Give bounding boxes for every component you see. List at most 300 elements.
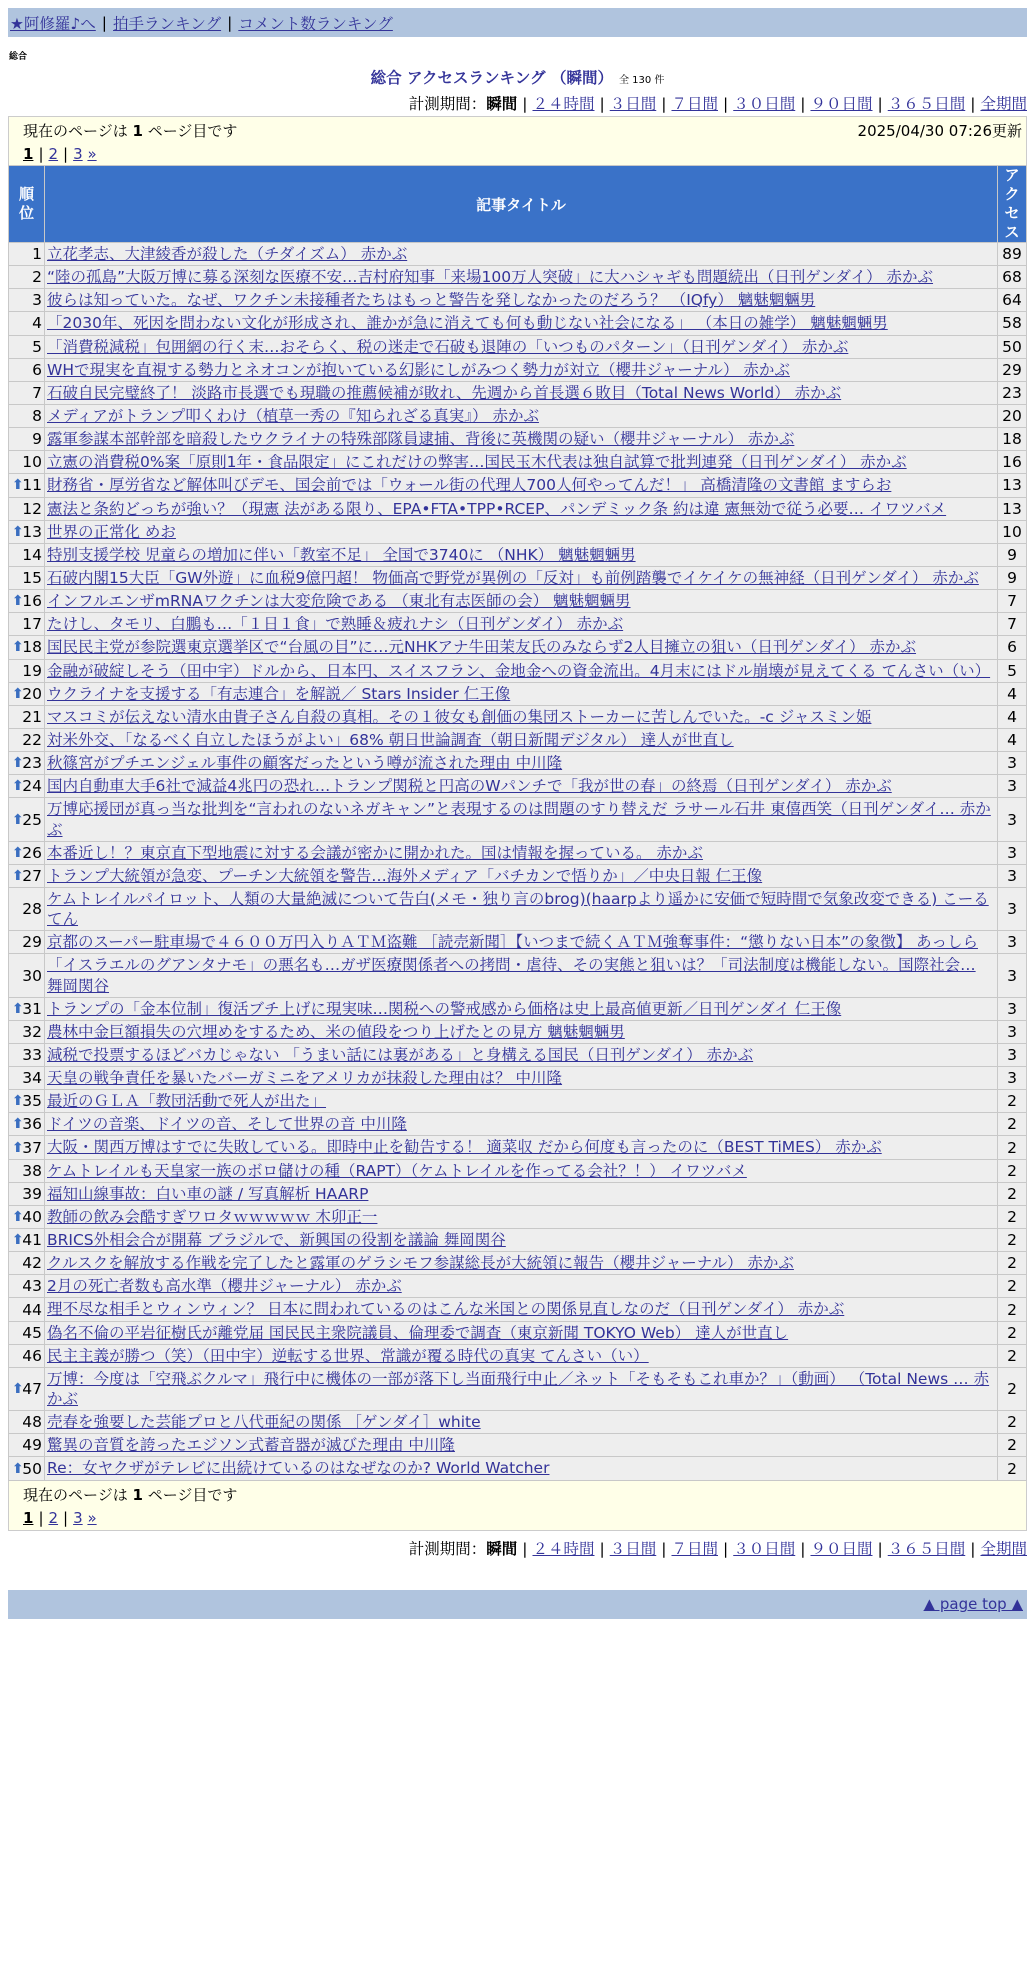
title-cell: [45, 887, 998, 930]
rank-cell: [9, 497, 45, 520]
table-row: [9, 728, 1027, 751]
period-link[interactable]: ３０日間: [733, 1539, 796, 1558]
pager-separator: |: [38, 1508, 44, 1527]
article-title-link[interactable]: 石破自民完璧終了！ 淡路市長選でも現職の推薦候補が敗れ、先週から首長選６敗目（Total News World） 赤かぶ: [47, 383, 842, 402]
current-page-number: 1: [132, 1485, 143, 1504]
pager-separator: |: [38, 145, 44, 163]
article-title-link[interactable]: 農林中金巨額損失の穴埋めをするため、米の値段をつり上げたとの見方 魑魅魍魎男: [47, 1022, 625, 1041]
title-cell: [45, 1298, 998, 1321]
table-row: [9, 1090, 1027, 1113]
article-title-link[interactable]: 教師の飲み会酷すぎワロタｗｗｗｗｗ 木卯正一: [47, 1207, 378, 1226]
access-count: 58: [998, 312, 1027, 335]
article-title-link[interactable]: 万博応援団が真っ当な批判を“言われのないネガキャン”と表現するのは問題のすり替えだ ラサール石井 東僖西笑（日刊ゲンダイ… 赤かぶ: [47, 800, 991, 839]
period-link[interactable]: ７日間: [671, 95, 718, 113]
article-title-link[interactable]: 石破内閣15大臣「GW外遊」に血税9億円超！ 物価高で野党が異例の「反対」も前例踏襲でイケイケの無神経（日刊ゲンダイ） 赤かぶ: [47, 568, 979, 587]
rank-cell: [9, 682, 45, 705]
article-title-link[interactable]: 露軍参謀本部幹部を暗殺したウクライナの特殊部隊員逮捕、背後に英機関の疑い（櫻井ジャーナル） 赤かぶ: [47, 430, 795, 449]
pager-link[interactable]: 3: [73, 145, 83, 163]
header-rank: 順位: [9, 166, 45, 243]
title-cell: [45, 1113, 998, 1136]
rank-up-arrow-icon: ⬆: [12, 1139, 24, 1156]
table-row: [9, 613, 1027, 636]
article-title-link[interactable]: 本番近し！？東京直下型地震に対する会議が密かに開かれた。国は情報を握っている。 赤かぶ: [47, 843, 703, 862]
table-row: [9, 864, 1027, 887]
table-row: [9, 566, 1027, 589]
table-row: [9, 931, 1027, 954]
article-title-link[interactable]: トランプ大統領が急変、プーチン大統領を警告…海外メディア「バチカンで悟りか」／中央日報 仁王像: [47, 866, 763, 885]
period-separator: |: [522, 95, 528, 113]
table-row: [9, 1159, 1027, 1182]
title-cell: [45, 954, 998, 997]
period-link[interactable]: ３日間: [609, 95, 657, 113]
access-count: 3: [998, 775, 1027, 798]
article-title-link[interactable]: 立花孝志、大津綾香が殺した（チダイズム） 赤かぶ: [47, 245, 408, 263]
rank-cell: [9, 1275, 45, 1298]
table-row: [9, 1136, 1027, 1159]
title-cell: [45, 841, 998, 864]
period-separator: |: [723, 1539, 729, 1558]
article-title-link[interactable]: 「2030年、死因を問わない文化が形成され、誰かが急に消えても何も動じない社会になる」 （本日の雑学） 魑魅魍魎男: [47, 314, 888, 333]
title-cell: [45, 1020, 998, 1043]
rank-up-arrow-icon: ⬆: [12, 867, 24, 884]
rank-cell: [9, 752, 45, 775]
rank-number: 28: [22, 900, 42, 919]
rank-cell: [9, 1020, 45, 1043]
title-cell: [45, 543, 998, 566]
article-title-link[interactable]: 「消費税減税」包囲網の行く末…おそらく、税の迷走で石破も退陣の「いつものパターン」（日刊ゲンダイ） 赤かぶ: [47, 337, 849, 356]
access-count: 2: [998, 1344, 1027, 1367]
period-link[interactable]: ７日間: [671, 1539, 718, 1558]
table-row: [9, 1434, 1027, 1457]
access-count: 3: [998, 864, 1027, 887]
title-cell: [45, 404, 998, 427]
access-count: 4: [998, 705, 1027, 728]
period-link[interactable]: ３日間: [609, 1539, 657, 1558]
home-link[interactable]: ★阿修羅♪へ: [10, 14, 96, 33]
table-row: [9, 381, 1027, 404]
article-title-link[interactable]: 憲法と条約どっちが強い？（現憲 法がある限り、EPA•FTA•TPP•RCEP、パンデミック条 約は違 憲無効で従う必要… イワツバメ: [47, 499, 947, 518]
article-title-link[interactable]: 驚異の音質を誇ったエジソン式蓄音器が滅びた理由 中川隆: [47, 1436, 455, 1455]
title-cell: [45, 474, 998, 497]
rank-number: 17: [22, 615, 42, 634]
title-cell: [45, 1457, 998, 1480]
rank-number: 14: [22, 545, 42, 564]
rank-cell: [9, 404, 45, 427]
period-label: 計測期間：: [408, 1539, 487, 1558]
title-cell: [45, 1229, 998, 1252]
rank-number: 15: [22, 569, 42, 588]
rank-number: 24: [22, 777, 42, 796]
table-row: [9, 1411, 1027, 1434]
period-selector: [0, 92, 1027, 114]
rank-cell: [9, 841, 45, 864]
title-cell: [45, 451, 998, 474]
rank-number: 25: [22, 810, 42, 829]
rank-number: 22: [22, 731, 42, 750]
current-page-text: 現在のページは 1 ページ目です: [23, 122, 238, 140]
period-link[interactable]: ２４時間: [532, 95, 595, 113]
rank-number: 37: [22, 1138, 42, 1157]
rank-up-arrow-icon: ⬆: [12, 755, 24, 772]
rank-cell: [9, 451, 45, 474]
table-row: [9, 1043, 1027, 1066]
table-row: [9, 404, 1027, 427]
title-cell: [45, 1067, 998, 1090]
rank-number: 50: [22, 1459, 42, 1478]
article-title-link[interactable]: “陸の孤島”大阪万博に募る深刻な医療不安…吉村府知事「来場100万人突破」に大ハシャギも問題続出（日刊ゲンダイ） 赤かぶ: [47, 268, 934, 287]
current-page-number: 1: [132, 122, 143, 140]
table-header-row: [9, 166, 1027, 243]
article-title-link[interactable]: 対米外交、「なるべく自立したほうがよい」68% 朝日世論調査（朝日新聞デジタル） 達人が世直し: [47, 730, 734, 749]
access-count: 64: [998, 289, 1027, 312]
period-separator: |: [522, 1539, 528, 1558]
rank-cell: [9, 590, 45, 613]
rank-cell: [9, 1182, 45, 1205]
rank-number: 41: [22, 1231, 42, 1250]
article-title-link[interactable]: 彼らは知っていた。なぜ、ワクチン未接種者たちはもっと警告を発しなかったのだろう？ （IQfy） 魑魅魍魎男: [47, 291, 816, 310]
article-title-link[interactable]: たけし、タモリ、白鵬も…「１日１食」で熟睡＆疲れナシ（日刊ゲンダイ） 赤かぶ: [47, 615, 624, 634]
article-title-link[interactable]: 財務省・厚労省など解体叫びデモ、国会前では「ウォール街の代理人700人何やってんだ！」 高橋清隆の文書館 ますらお: [47, 476, 892, 495]
rank-number: 26: [22, 843, 42, 862]
rank-cell: [9, 636, 45, 659]
period-selector-bottom: [0, 1537, 1027, 1559]
access-count: 2: [998, 1205, 1027, 1228]
period-link[interactable]: 全期間: [980, 95, 1027, 113]
rank-number: 13: [22, 522, 42, 541]
rank-up-arrow-icon: ⬆: [12, 593, 24, 610]
rank-cell: [9, 931, 45, 954]
rank-cell: [9, 289, 45, 312]
title-cell: [45, 1411, 998, 1434]
article-title-link[interactable]: 京都のスーパー駐車場で４６００万円入りＡＴＭ盗難 ［読売新聞］【いつまで続くＡＴＭ強奪事件：“懲りない日本”の象徴】 あっしら: [47, 933, 978, 952]
rank-number: 7: [32, 383, 42, 402]
article-title-link[interactable]: ウクライナを支援する「有志連合」を解説／ Stars Insider 仁王像: [47, 684, 511, 703]
title-cell: [45, 1252, 998, 1275]
title-cell: [45, 931, 998, 954]
total-count: 全 130 件: [618, 75, 665, 86]
comment-ranking-link[interactable]: コメント数ランキング: [238, 14, 393, 33]
pager-link[interactable]: 2: [48, 1508, 59, 1527]
access-count: 2: [998, 1090, 1027, 1113]
rank-number: 4: [32, 314, 42, 333]
rank-number: 47: [22, 1380, 42, 1399]
rank-cell: [9, 312, 45, 335]
pager-separator: |: [63, 145, 69, 163]
article-title-link[interactable]: 国内自動車大手6社で減益4兆円の恐れ…トランプ関税と円高のWパンチで「我が世の春」の終焉（日刊ゲンダイ） 赤かぶ: [47, 777, 892, 796]
table-row: [9, 636, 1027, 659]
rank-cell: [9, 381, 45, 404]
pager-bottom: [23, 1509, 1022, 1527]
rank-cell: [9, 358, 45, 381]
table-row: [9, 474, 1027, 497]
table-row: [9, 358, 1027, 381]
article-title-link[interactable]: ケムトレイルも天皇家一族のボロ儲けの種（RAPT）（ケムトレイルを作ってる会社？！） イワツバメ: [47, 1161, 747, 1180]
table-row: [9, 243, 1027, 266]
title-cell: [45, 520, 998, 543]
period-separator: |: [800, 1539, 806, 1558]
title-cell: [45, 358, 998, 381]
article-title-link[interactable]: 立憲の消費税0%案「原則1年・食品限定」にこれだけの弊害…国民玉木代表は独自試算で批判連発（日刊ゲンダイ） 赤かぶ: [47, 453, 907, 472]
article-title-link[interactable]: 理不尽な相手とウィンウィン？ 日本に問われているのはこんな米国との関係見直しなのだ（日刊ゲンダイ） 赤かぶ: [47, 1300, 845, 1319]
title-cell: [45, 1090, 998, 1113]
rank-up-arrow-icon: ⬆: [12, 685, 24, 702]
table-row: [9, 841, 1027, 864]
article-title-link[interactable]: 金融が破綻しそう（田中宇）ドルから、日本円、スイスフラン、金地金への資金流出。4月末にはドル崩壊が見えてくる てんさい（い）: [47, 661, 991, 680]
access-count: 4: [998, 728, 1027, 751]
table-row: [9, 1367, 1027, 1410]
access-count: 2: [998, 1275, 1027, 1298]
access-count: 2: [998, 1298, 1027, 1321]
article-title-link[interactable]: 福知山線事故：白い車の謎 / 写真解析 HAARP: [47, 1184, 369, 1203]
title-cell: [45, 1434, 998, 1457]
table-row: [9, 798, 1027, 841]
article-title-link[interactable]: 国民民主党が参院選東京選挙区で“台風の目”に…元NHKアナ牛田茉友氏のみならず2人目擁立の狙い（日刊ゲンダイ） 赤かぶ: [47, 638, 917, 657]
access-count: 68: [998, 266, 1027, 289]
rank-cell: [9, 1136, 45, 1159]
rank-number: 32: [22, 1022, 42, 1041]
title-cell: [45, 997, 998, 1020]
article-title-link[interactable]: 万博：今度は「空飛ぶクルマ」飛行中に機体の一部が落下し当面飛行中止／ネット「そもそもこれ車か？」（動画） （Total News … 赤かぶ: [47, 1369, 990, 1409]
period-current: 瞬間: [486, 1539, 518, 1558]
access-count: 5: [998, 659, 1027, 682]
table-row: [9, 266, 1027, 289]
period-separator: |: [800, 95, 806, 113]
table-row: [9, 752, 1027, 775]
article-title-link[interactable]: BRICS外相会合が開幕 ブラジルで、新興国の役割を議論 舞岡関谷: [47, 1231, 506, 1250]
title-cell: [45, 636, 998, 659]
table-row: [9, 1298, 1027, 1321]
title-cell: [45, 613, 998, 636]
table-row: [9, 590, 1027, 613]
rank-up-arrow-icon: ⬆: [12, 1460, 24, 1477]
current-page-text: 現在のページは 1 ページ目です: [23, 1485, 238, 1504]
rank-cell: [9, 997, 45, 1020]
title-cell: [45, 497, 998, 520]
clap-ranking-link[interactable]: 拍手ランキング: [113, 14, 222, 33]
table-row: [9, 543, 1027, 566]
rank-cell: [9, 775, 45, 798]
article-title-link[interactable]: インフルエンザmRNAワクチンは大変危険である （東北有志医師の会） 魑魅魍魎男: [47, 592, 631, 611]
table-row: [9, 1020, 1027, 1043]
rank-number: 6: [32, 360, 42, 379]
title-cell: [45, 1043, 998, 1066]
table-row: [9, 705, 1027, 728]
access-count: 2: [998, 1159, 1027, 1182]
rank-number: 38: [22, 1161, 42, 1180]
title-cell: [45, 705, 998, 728]
access-count: 2: [998, 1182, 1027, 1205]
page-title: [0, 66, 1035, 88]
rank-number: 40: [22, 1207, 42, 1226]
table-row: [9, 1321, 1027, 1344]
table-row: [9, 1205, 1027, 1228]
rank-cell: [9, 243, 45, 266]
rank-cell: [9, 864, 45, 887]
rank-number: 27: [22, 866, 42, 885]
access-count: 23: [998, 381, 1027, 404]
period-link[interactable]: ２４時間: [532, 1539, 595, 1558]
article-title-link[interactable]: 売春を強要した芸能プロと八代亜紀の関係 ［ゲンダイ］white: [47, 1413, 481, 1432]
title-cell: [45, 1367, 998, 1410]
rank-number: 44: [22, 1300, 42, 1319]
rank-cell: [9, 659, 45, 682]
article-title-link[interactable]: 最近のＧＬＡ「教団活動で死人が出た」: [47, 1092, 327, 1111]
updated-timestamp: 2025/04/30 07:26更新: [857, 122, 1022, 140]
rank-cell: [9, 1159, 45, 1182]
access-count: 4: [998, 682, 1027, 705]
article-title-link[interactable]: メディアがトランプ叩くわけ（植草一秀の『知られざる真実』） 赤かぶ: [47, 406, 539, 425]
article-title-link[interactable]: トランプの「金本位制」復活ブチ上げに現実味…関税への警戒感から価格は史上最高値更新／日刊ゲンダイ 仁王像: [47, 999, 842, 1018]
rank-up-arrow-icon: ⬆: [12, 639, 24, 656]
rank-up-arrow-icon: ⬆: [12, 1093, 24, 1110]
article-title-link[interactable]: 減税で投票するほどバカじゃない 「うまい話には裏がある」と身構える国民（日刊ゲンダイ） 赤かぶ: [47, 1045, 754, 1064]
table-row: [9, 451, 1027, 474]
rank-cell: [9, 520, 45, 543]
rank-up-arrow-icon: ⬆: [12, 477, 24, 494]
page-title-text: 総合 アクセスランキング （瞬間）: [370, 69, 613, 87]
access-count: 3: [998, 841, 1027, 864]
table-row: [9, 289, 1027, 312]
rank-number: 48: [22, 1413, 42, 1432]
rank-number: 9: [32, 430, 42, 449]
rank-number: 39: [22, 1184, 42, 1203]
rank-number: 49: [22, 1436, 42, 1455]
article-title-link[interactable]: 特別支援学校 児童らの増加に伴い「教室不足」 全国で3740に （NHK） 魑魅魍魎男: [47, 545, 636, 564]
access-count: 2: [998, 1411, 1027, 1434]
period-separator: |: [877, 95, 883, 113]
article-title-link[interactable]: クルスクを解放する作戦を完了したと露軍のゲラシモフ参謀総長が大統領に報告（櫻井ジャーナル） 赤かぶ: [47, 1254, 794, 1273]
rank-number: 16: [22, 592, 42, 611]
table-row: [9, 1113, 1027, 1136]
access-count: 3: [998, 752, 1027, 775]
article-title-link[interactable]: 「イスラエルのグアンタナモ」の悪名も…ガザ医療関係者への拷問・虐待、その実態と狙いは？「司法制度は機能しない。国際社会… 舞岡関谷: [47, 956, 976, 995]
pager-link[interactable]: 3: [73, 1508, 83, 1527]
nav-separator: |: [101, 13, 108, 32]
article-title-link[interactable]: WHで現実を直視する勢力とネオコンが抱いている幻影にしがみつく勢力が対立（櫻井ジャーナル） 赤かぶ: [47, 360, 790, 379]
title-cell: [45, 1205, 998, 1228]
access-count: 2: [998, 1229, 1027, 1252]
article-title-link[interactable]: ケムトレイルパイロット、人類の大量絶滅について告白(メモ・独り言のbrog)(haarpより遥かに安価で短時間で気象改変できる) こーるてん: [47, 889, 989, 929]
period-link[interactable]: ３６５日間: [887, 1539, 966, 1558]
access-count: 20: [998, 404, 1027, 427]
page-info-top: [8, 116, 1027, 165]
rank-cell: [9, 1252, 45, 1275]
period-link[interactable]: 全期間: [980, 1539, 1027, 1558]
rank-cell: [9, 1067, 45, 1090]
title-cell: [45, 1344, 998, 1367]
rank-number: 46: [22, 1346, 42, 1365]
period-separator: |: [970, 1539, 976, 1558]
period-link[interactable]: ９０日間: [810, 95, 873, 113]
article-title-link[interactable]: マスコミが伝えない清水由貴子さん自殺の真相。その１彼女も創価の集団ストーカーに苦しんでいた。-c ジャスミン姫: [47, 707, 872, 726]
table-row: [9, 1252, 1027, 1275]
period-separator: |: [877, 1539, 883, 1558]
rank-number: 29: [22, 933, 42, 952]
access-count: 13: [998, 474, 1027, 497]
table-row: [9, 1344, 1027, 1367]
article-title-link[interactable]: 天皇の戦争責任を暴いたバーガミニをアメリカが抹殺した理由は？ 中川隆: [47, 1069, 563, 1088]
pager-next-link[interactable]: »: [87, 145, 97, 163]
table-row: [9, 497, 1027, 520]
access-count: 3: [998, 931, 1027, 954]
article-title-link[interactable]: 民主主義が勝つ（笑）（田中宇）逆転する世界、常識が覆る時代の真実 てんさい（い）: [47, 1346, 649, 1365]
table-row: [9, 312, 1027, 335]
access-count: 89: [998, 243, 1027, 266]
pager-next-link[interactable]: »: [87, 1508, 97, 1527]
header-access: アクセス: [998, 166, 1027, 243]
rank-cell: [9, 566, 45, 589]
title-cell: [45, 1159, 998, 1182]
period-link[interactable]: ３６５日間: [887, 95, 966, 113]
rank-cell: [9, 1298, 45, 1321]
period-link[interactable]: ３０日間: [733, 95, 796, 113]
access-count: 3: [998, 798, 1027, 841]
rank-number: 31: [22, 999, 42, 1018]
access-count: 9: [998, 566, 1027, 589]
rank-up-arrow-icon: ⬆: [12, 778, 24, 795]
access-count: 2: [998, 1113, 1027, 1136]
page-top-link[interactable]: ▲ page top ▲: [923, 1595, 1023, 1614]
table-row: [9, 659, 1027, 682]
rank-cell: [9, 1457, 45, 1480]
title-cell: [45, 728, 998, 751]
period-label: 計測期間：: [408, 95, 487, 113]
title-cell: [45, 266, 998, 289]
article-title-link[interactable]: 大阪・関西万博はすでに失敗している。即時中止を勧告する！ 適菜収 だから何度も言ったのに（BEST TiMES） 赤かぶ: [47, 1138, 882, 1157]
rank-up-arrow-icon: ⬆: [12, 1116, 24, 1133]
pager-separator: |: [63, 1508, 69, 1527]
rank-cell: [9, 1229, 45, 1252]
rank-cell: [9, 798, 45, 841]
period-separator: |: [599, 95, 605, 113]
period-link[interactable]: ９０日間: [810, 1539, 873, 1558]
title-cell: [45, 312, 998, 335]
rank-cell: [9, 954, 45, 997]
rank-number: 35: [22, 1092, 42, 1111]
article-title-link[interactable]: 秋篠宮がプチエンジェル事件の顧客だったという噂が流された理由 中川隆: [47, 754, 563, 773]
rank-cell: [9, 728, 45, 751]
access-count: 10: [998, 520, 1027, 543]
table-row: [9, 1457, 1027, 1480]
rank-up-arrow-icon: ⬆: [12, 811, 24, 828]
article-title-link[interactable]: ドイツの音楽、ドイツの音、そして世界の音 中川隆: [47, 1115, 407, 1134]
title-cell: [45, 659, 998, 682]
pager-link[interactable]: 2: [48, 145, 59, 163]
rank-number: 8: [32, 407, 42, 426]
rank-cell: [9, 1043, 45, 1066]
article-title-link[interactable]: 世界の正常化 めお: [47, 522, 176, 541]
title-cell: [45, 1275, 998, 1298]
article-title-link[interactable]: 2月の死亡者数も高水準（櫻井ジャーナル） 赤かぶ: [47, 1277, 402, 1296]
rank-number: 42: [22, 1254, 42, 1273]
rank-cell: [9, 543, 45, 566]
title-cell: [45, 428, 998, 451]
rank-cell: [9, 266, 45, 289]
access-count: 9: [998, 543, 1027, 566]
pager-current: 1: [23, 1508, 34, 1527]
article-title-link[interactable]: 偽名不倫の平岩征樹氏が離党届 国民民主衆院議員、倫理委で調査（東京新聞 TOKYO Web） 達人が世直し: [47, 1323, 789, 1342]
access-count: 3: [998, 887, 1027, 930]
table-row: [9, 1275, 1027, 1298]
table-row: [9, 1067, 1027, 1090]
title-cell: [45, 798, 998, 841]
access-count: 2: [998, 1434, 1027, 1457]
pager-current: 1: [23, 145, 34, 163]
article-title-link[interactable]: Re：女ヤクザがテレビに出続けているのはなぜなのか? World Watcher: [47, 1459, 550, 1478]
period-separator: |: [723, 95, 729, 113]
table-row: [9, 682, 1027, 705]
access-count: 18: [998, 428, 1027, 451]
